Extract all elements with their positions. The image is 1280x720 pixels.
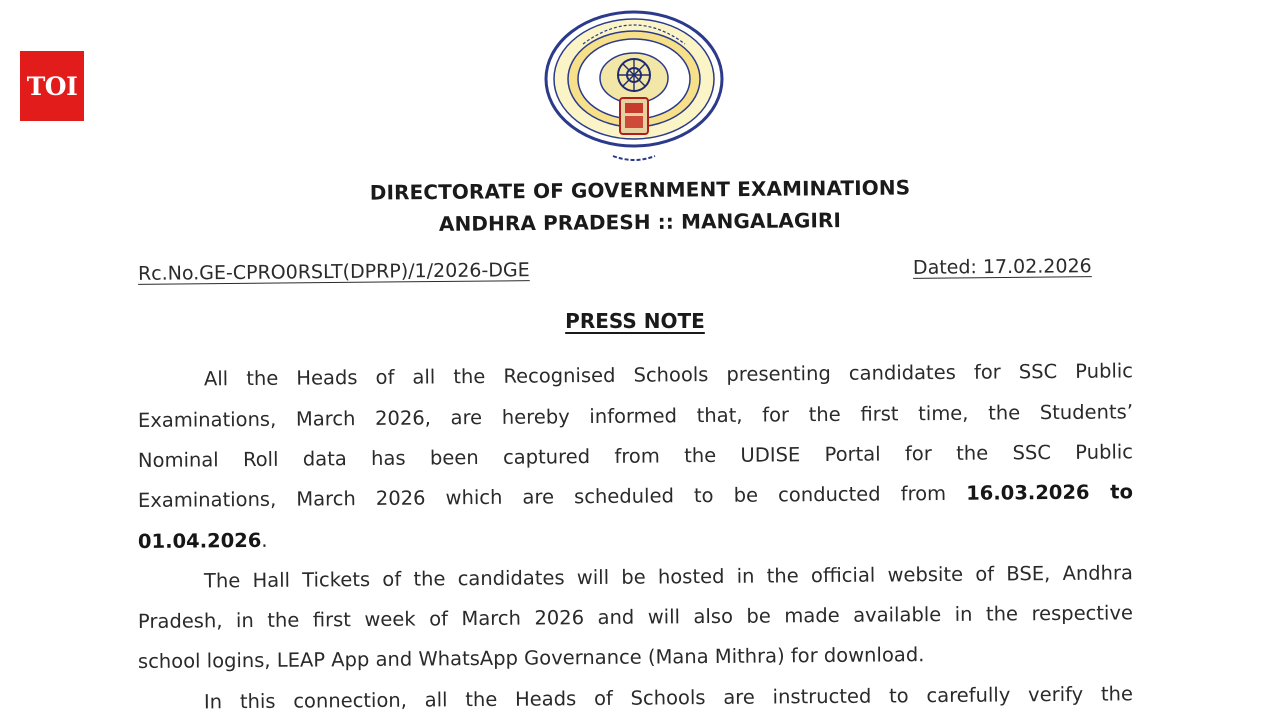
- exam-end-date: 01.04.2026: [137, 528, 262, 553]
- paragraph-1-line-4-text: Examinations, March 2026 which are scheduled to be conducted from: [137, 481, 967, 512]
- reference-number: Rc.No.GE-CPRO0RSLT(DPRP)/1/2026-DGE: [137, 259, 530, 285]
- press-note-heading: PRESS NOTE: [565, 309, 705, 333]
- paragraph-1-line-1: All the Heads of all the Recognised Schools presenting candidates for SSC Public: [203, 359, 1134, 391]
- directorate-location: ANDHRA PRADESH :: MANGALAGIRI: [438, 208, 842, 236]
- paragraph-1-line-2: Examinations, March 2026, are hereby informed that, for the first time, the Students’: [137, 400, 1134, 432]
- reference-date: Dated: 17.02.2026: [912, 255, 1092, 279]
- paragraph-1-line-3: Nominal Roll data has been captured from the UDISE Portal for the SSC Public: [137, 440, 1134, 472]
- directorate-title: DIRECTORATE OF GOVERNMENT EXAMINATIONS: [369, 175, 911, 205]
- paragraph-2-line-2: Pradesh, in the first week of March 2026 and will also be made available in the respective: [137, 601, 1134, 633]
- paragraph-2-line-1: The Hall Tickets of the candidates will be hosted in the official website of BSE, Andhra: [203, 561, 1134, 593]
- paragraph-1-end: .: [261, 528, 268, 552]
- toi-logo-label: TOI: [26, 71, 78, 101]
- paragraph-1-line-4: [138, 480, 1133, 512]
- paragraph-1-line-5: [138, 521, 1133, 553]
- toi-logo: [20, 51, 84, 121]
- government-emblem-icon: [543, 8, 725, 164]
- exam-start-date: 16.03.2026 to: [966, 480, 1134, 505]
- paragraph-2-line-3: school logins, LEAP App and WhatsApp Governance (Mana Mithra) for download.: [137, 643, 925, 673]
- paragraph-3-line-1: In this connection, all the Heads of Schools are instructed to carefully verify the: [203, 682, 1134, 714]
